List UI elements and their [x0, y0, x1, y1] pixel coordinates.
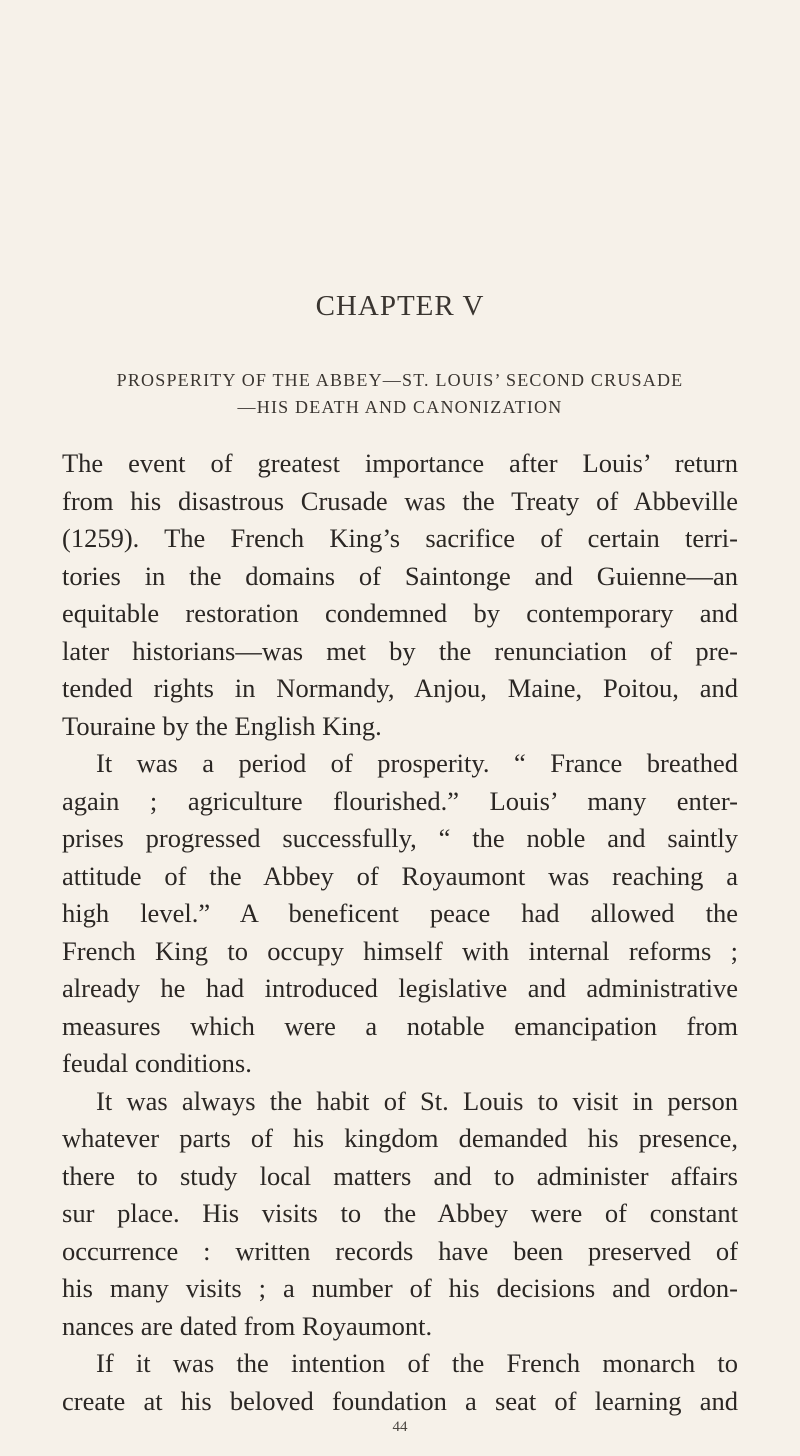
text-line: Touraine by the English King. — [62, 710, 382, 741]
text-line: high level.” A beneficent peace had allowed the — [62, 898, 738, 928]
text-line: equitable restoration condemned by contemporary and — [62, 598, 738, 628]
page-number: 44 — [392, 1419, 408, 1435]
text-line: tended rights in Normandy, Anjou, Maine, Poitou, and — [62, 673, 738, 703]
text-line: feudal conditions. — [62, 1048, 252, 1078]
text-line: sur place. His visits to the Abbey were of constant — [62, 1198, 738, 1228]
text-line: nances are dated from Royaumont. — [62, 1310, 433, 1341]
text-line: The event of greatest importance after Louis’ return — [62, 448, 738, 478]
text-line: there to study local matters and to administer affairs — [62, 1160, 738, 1191]
text-line: attitude of the Abbey of Royaumont was reaching a — [62, 860, 738, 891]
text-line: create at his beloved foundation a seat of learning and — [62, 1385, 738, 1416]
text-line: It was always the habit of St. Louis to visit in person — [96, 1085, 738, 1116]
text-line: French King to occupy himself with internal reforms ; — [62, 935, 738, 966]
text-line: prises progressed successfully, “ the noble and saintly — [62, 823, 738, 853]
chapter-subtitle-line-2: —HIS DEATH AND CANONIZATION — [237, 397, 563, 417]
body-text — [62, 445, 738, 1420]
text-line: It was a period of prosperity. “ France breathed — [96, 748, 738, 778]
text-line: again ; agriculture flourished.” Louis’ many enter- — [62, 785, 738, 816]
text-line: occurrence : written records have been preserved of — [62, 1235, 738, 1266]
text-line: whatever parts of his kingdom demanded his presence, — [62, 1123, 738, 1153]
text-line: already he had introduced legislative and administrative — [62, 973, 738, 1003]
text-line: measures which were a notable emancipation from — [62, 1010, 738, 1041]
text-line: later historians—was met by the renunciation of pre- — [62, 635, 738, 666]
text-line: (1259). The French King’s sacrifice of certain terri- — [62, 523, 738, 553]
text-line: If it was the intention of the French monarch to — [96, 1348, 738, 1378]
text-line: from his disastrous Crusade was the Treaty of Abbeville — [62, 485, 738, 516]
chapter-title: CHAPTER V — [315, 290, 485, 322]
text-line: tories in the domains of Saintonge and Guienne—an — [62, 560, 738, 591]
text-line: his many visits ; a number of his decisions and ordon- — [62, 1273, 738, 1303]
chapter-subtitle-line-1: PROSPERITY OF THE ABBEY—ST. LOUIS’ SECOND CRUSADE — [116, 370, 684, 390]
